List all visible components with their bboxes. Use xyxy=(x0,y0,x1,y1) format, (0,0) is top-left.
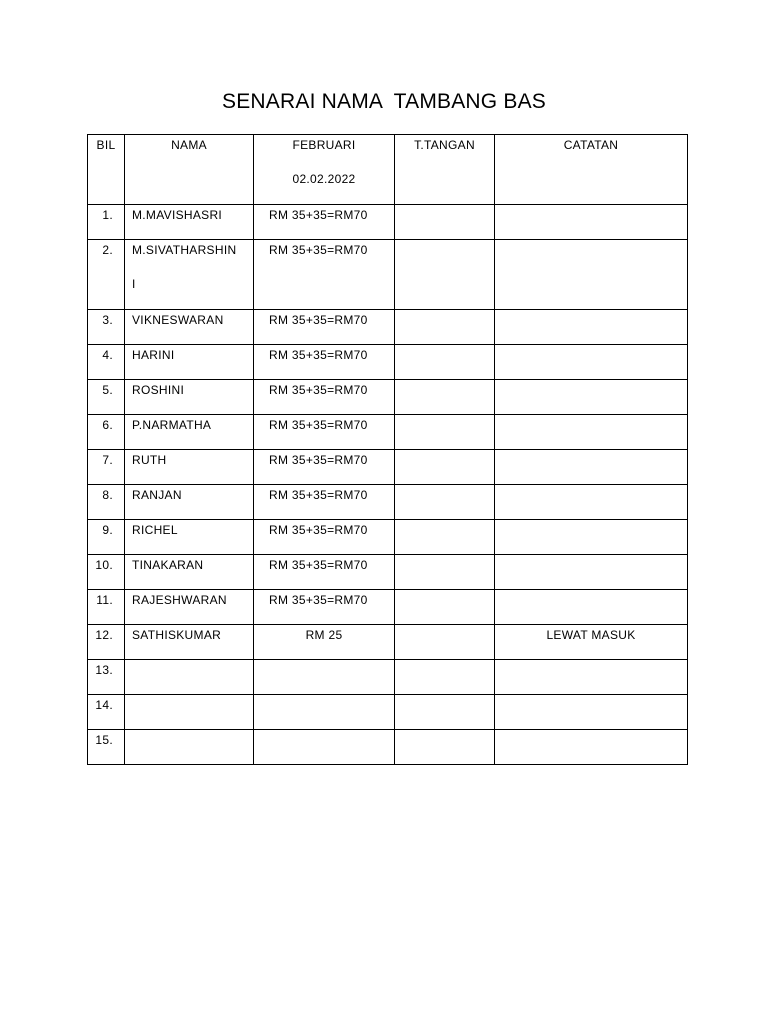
row-bil: 2. xyxy=(88,240,125,310)
header-catatan: CATATAN xyxy=(495,135,688,205)
row-amount: RM 35+35=RM70 xyxy=(254,520,395,555)
row-bil: 11. xyxy=(88,590,125,625)
row-amount: RM 35+35=RM70 xyxy=(254,415,395,450)
row-catatan xyxy=(495,310,688,345)
row-nama xyxy=(125,450,254,485)
table-row xyxy=(88,555,688,590)
table-row xyxy=(88,660,688,695)
row-nama-text: M.MAVISHASRI xyxy=(132,208,223,222)
row-catatan xyxy=(495,415,688,450)
row-ttangan xyxy=(395,625,495,660)
row-amount: RM 35+35=RM70 xyxy=(254,205,395,240)
row-nama-text: RICHEL xyxy=(132,523,178,537)
row-bil: 14. xyxy=(88,695,125,730)
table-header-row xyxy=(88,135,688,205)
row-bil: 3. xyxy=(88,310,125,345)
row-ttangan xyxy=(395,310,495,345)
row-nama-text: SATHISKUMAR xyxy=(132,628,222,642)
row-catatan xyxy=(495,555,688,590)
bus-fare-table xyxy=(87,134,688,765)
row-nama xyxy=(125,380,254,415)
row-ttangan xyxy=(395,555,495,590)
row-nama xyxy=(125,485,254,520)
row-bil: 5. xyxy=(88,380,125,415)
row-catatan xyxy=(495,450,688,485)
table-row xyxy=(88,205,688,240)
row-amount xyxy=(254,695,395,730)
row-nama-text: TINAKARAN xyxy=(132,558,204,572)
row-nama xyxy=(125,240,254,310)
row-ttangan xyxy=(395,240,495,310)
header-bil: BIL xyxy=(88,135,125,205)
row-catatan xyxy=(495,695,688,730)
row-catatan xyxy=(495,240,688,310)
table-row xyxy=(88,730,688,765)
row-catatan xyxy=(495,590,688,625)
row-nama xyxy=(125,310,254,345)
row-amount: RM 35+35=RM70 xyxy=(254,380,395,415)
row-amount: RM 35+35=RM70 xyxy=(254,345,395,380)
row-nama xyxy=(125,660,254,695)
header-ttangan: T.TANGAN xyxy=(395,135,495,205)
row-bil: 13. xyxy=(88,660,125,695)
row-bil: 6. xyxy=(88,415,125,450)
row-nama xyxy=(125,625,254,660)
row-amount: RM 35+35=RM70 xyxy=(254,240,395,310)
table-row xyxy=(88,520,688,555)
row-bil: 10. xyxy=(88,555,125,590)
row-ttangan xyxy=(395,345,495,380)
row-amount xyxy=(254,730,395,765)
row-ttangan xyxy=(395,590,495,625)
table-row xyxy=(88,590,688,625)
row-catatan xyxy=(495,345,688,380)
row-amount: RM 35+35=RM70 xyxy=(254,485,395,520)
row-nama-text: VIKNESWARAN xyxy=(132,313,224,327)
row-nama-text: RUTH xyxy=(132,453,167,467)
row-ttangan xyxy=(395,520,495,555)
row-ttangan xyxy=(395,660,495,695)
row-nama xyxy=(125,555,254,590)
row-catatan xyxy=(495,730,688,765)
table-row xyxy=(88,345,688,380)
row-nama xyxy=(125,345,254,380)
row-ttangan xyxy=(395,695,495,730)
row-catatan xyxy=(495,205,688,240)
row-nama-text: HARINI xyxy=(132,348,175,362)
table-row xyxy=(88,625,688,660)
row-amount: RM 25 xyxy=(254,625,395,660)
table-row xyxy=(88,240,688,310)
table-row xyxy=(88,485,688,520)
row-ttangan xyxy=(395,730,495,765)
row-nama-continuation: I xyxy=(132,277,136,291)
header-nama: NAMA xyxy=(125,135,254,205)
row-catatan xyxy=(495,520,688,555)
row-nama-text: RANJAN xyxy=(132,488,182,502)
row-bil: 1. xyxy=(88,205,125,240)
row-amount: RM 35+35=RM70 xyxy=(254,590,395,625)
header-date: 02.02.2022 xyxy=(292,172,356,186)
row-nama xyxy=(125,205,254,240)
row-bil: 9. xyxy=(88,520,125,555)
row-ttangan xyxy=(395,415,495,450)
row-amount: RM 35+35=RM70 xyxy=(254,555,395,590)
row-nama-text: P.NARMATHA xyxy=(132,418,212,432)
row-nama-text: RAJESHWARAN xyxy=(132,593,227,607)
row-ttangan xyxy=(395,485,495,520)
row-amount: RM 35+35=RM70 xyxy=(254,310,395,345)
row-ttangan xyxy=(395,380,495,415)
row-bil: 4. xyxy=(88,345,125,380)
row-amount xyxy=(254,660,395,695)
header-month: FEBRUARI xyxy=(292,138,356,152)
table-row xyxy=(88,380,688,415)
row-bil: 7. xyxy=(88,450,125,485)
table-row xyxy=(88,415,688,450)
table-row xyxy=(88,450,688,485)
row-ttangan xyxy=(395,450,495,485)
row-catatan: LEWAT MASUK xyxy=(495,625,688,660)
row-bil: 12. xyxy=(88,625,125,660)
header-februari xyxy=(254,135,395,205)
row-nama xyxy=(125,730,254,765)
row-nama xyxy=(125,695,254,730)
row-catatan xyxy=(495,660,688,695)
table-row xyxy=(88,695,688,730)
row-bil: 8. xyxy=(88,485,125,520)
row-catatan xyxy=(495,380,688,415)
row-catatan xyxy=(495,485,688,520)
row-nama-text: ROSHINI xyxy=(132,383,185,397)
row-nama xyxy=(125,590,254,625)
row-nama xyxy=(125,520,254,555)
row-nama xyxy=(125,415,254,450)
row-amount: RM 35+35=RM70 xyxy=(254,450,395,485)
table-row xyxy=(88,310,688,345)
row-nama-text: M.SIVATHARSHIN xyxy=(132,243,237,257)
document-title: SENARAI NAMA TAMBANG BAS xyxy=(222,90,546,113)
row-ttangan xyxy=(395,205,495,240)
row-bil: 15. xyxy=(88,730,125,765)
